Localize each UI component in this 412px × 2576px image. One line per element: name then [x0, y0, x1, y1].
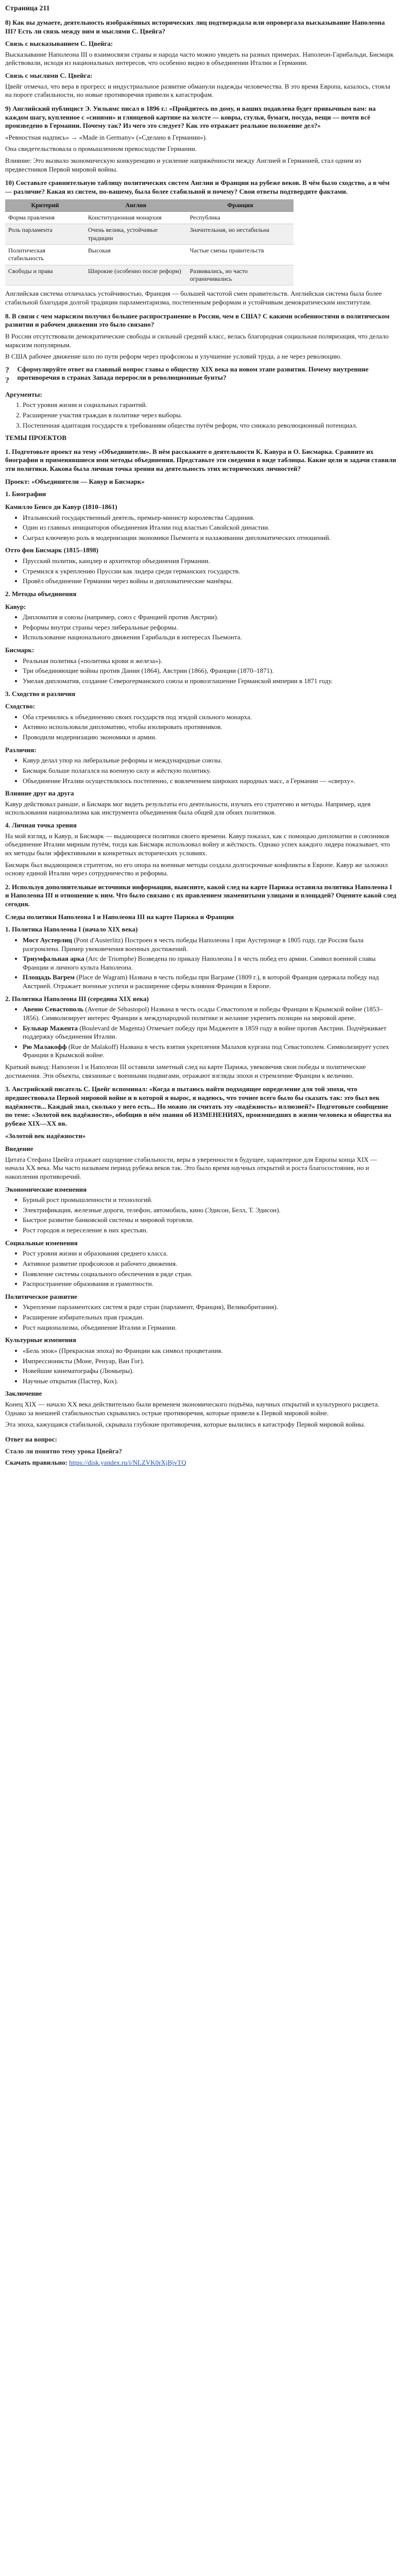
- list-item: • Рост национализма, объединение Италии и Германии.: [23, 1324, 397, 1332]
- conclusion-title: Заключение: [5, 1389, 42, 1398]
- thinking-prompt: [5, 365, 397, 386]
- q11-text2: В США рабочее движение шло по пути реформ через профсоюзы и улучшение условий труда, а не через революцию.: [5, 352, 342, 361]
- q8-section2-text: Цвейг отмечал, что вера в прогресс и индустриальное развитие обманули надежды человечества. В это время Европа, казалось, стояла на пороге стабильности, но новые противоречия привели к катастрофам.: [5, 82, 390, 99]
- list-item: [23, 936, 397, 953]
- cavour-title: Камилло Бенсо ди Кавур (1810–1861): [5, 502, 117, 511]
- culture-title: Культурные изменения: [5, 1336, 76, 1344]
- footer-text: Стало ли понятно тему урока Цвейга?: [5, 1447, 122, 1455]
- arguments-list: [5, 401, 397, 430]
- list-item: • Рост городов и переселение в них крестьян.: [23, 1226, 397, 1235]
- economy-title: Экономические изменения: [5, 1185, 87, 1193]
- economy-list: [5, 1196, 397, 1235]
- source-line: [5, 1459, 397, 1467]
- assessment-title: 4. Личная точка зрения: [5, 821, 77, 829]
- list-item: • Активно использовали дипломатию, чтобы изолировать противников.: [23, 723, 397, 732]
- list-item: • Бисмарк больше полагался на военную силу и жёсткую политику.: [23, 767, 397, 775]
- cavour-list: [5, 514, 397, 543]
- list-item: • Кавур делал упор на либеральные реформы и международные союзы.: [23, 756, 397, 765]
- similarity-title: 3. Сходство и различия: [5, 689, 76, 698]
- project-1-question: 1. Подготовьте проект на тему «Объединители». В нём расскажите о деятельности К. Кавура и О. Бисмарка. Сравните их биографии и применявшиеся ими методы объединения. Представьте эти сведения в виде таблицы. Какие цели и задачи ставили эти политики. Какова была личная точка зрения на деятельность этих исторических личностей?: [5, 447, 397, 473]
- list-item: • Реальная политика («политика крови и железа»).: [23, 657, 397, 666]
- list-item: • Итальянский государственный деятель, премьер-министр королевства Сардиния.: [23, 514, 397, 522]
- landmark-name: Бульвар Мажента: [23, 1024, 78, 1032]
- culture-list: [5, 1347, 397, 1386]
- landmark-desc: (Avenue de Sébastopol) Названа в честь осады Севастополя и победы Франции в Крымской войне (1853–1856). Символизирует интерес Франции к международной политике и желание укрепить позиции на мировой арене.: [23, 1005, 383, 1022]
- table-cell: Высокая: [85, 244, 187, 265]
- list-item: [23, 955, 397, 972]
- landmark-name: Мост Аустерлиц: [23, 936, 72, 944]
- list-item: • Проводили модернизацию экономики и армии.: [23, 733, 397, 742]
- project-2-lead: Следы политики Наполеона I и Наполеона III на карте Парижа и Франции: [5, 912, 234, 921]
- table-header-cell: Франция: [187, 199, 294, 212]
- comparison-table: [5, 199, 294, 286]
- project-2-question: 2. Используя дополнительные источники информации, выясните, какой след на карте Парижа оставила политика Наполеона I и Наполеона III и отношение к ним. Что было связано с их правлением знаменитыми улицами и площадей? Оцените какой след сегодня.: [5, 883, 397, 908]
- q10-conclusion: Английская система отличалась устойчивостью, Франция — большей частотой смен правительств. Английская система была более стабильной благодаря долгой традиции парламентаризма, постепенным реформам и устойчивым демократическим институтам.: [5, 290, 382, 307]
- table-cell: Широкие (особенно после реформ): [85, 265, 187, 285]
- list-item: • Быстрое развитие банковской системы и мировой торговли.: [23, 1216, 397, 1225]
- footer: [5, 1435, 397, 1467]
- table-cell: Политическая стабильность: [5, 244, 85, 265]
- essay-title: «Золотой век надёжности»: [5, 1132, 86, 1140]
- list-item: • Объединение Италии осуществлялось постепенно, с вовлечением широких народных масс, а Германии — «сверху».: [23, 777, 397, 786]
- list-item: 2. Расширение участия граждан в политике через выборы.: [23, 411, 397, 420]
- difference-label: Различия:: [5, 745, 37, 754]
- landmark-desc: (Place de Wagram) Названа в честь победы при Ваграме (1809 г.), в которой Франция одержала победу над Австрией. Отражает военные успехи и расширение сферы влияния Франции в Европе.: [23, 973, 379, 990]
- politics-list: [5, 1303, 397, 1332]
- q8-section2-title: Связь с мыслями С. Цвейга:: [5, 72, 93, 80]
- table-row: [5, 265, 294, 285]
- list-item: • Новейшие кинематографы (Люмьеры).: [23, 1367, 397, 1376]
- list-item: • Активное развитие профсоюзов и рабочего движения.: [23, 1260, 397, 1268]
- landmark-name: Площадь Вагрем: [23, 973, 75, 981]
- list-item: • Укрепление парламентских систем в ряде стран (парламент, Франция), Великобритания).: [23, 1303, 397, 1312]
- project-3-question: 3. Австрийский писатель С. Цвейг вспоминал: «Когда я пытаюсь найти подходящее определение для той эпохи, что предшествовала Первой мировой войне и в которой я вырос, я надеюсь, что точнее всего было бы сказать так: это был век надёжности... Каждый знал, сколько у него есть... Но можно ли считать эту «надёжность» иллюзией?» Подготовьте сообщение по теме: «Золотой век надёжности», обобщив в нём знания об ИЗМЕНЕНИЯХ, произошедших в жизни человека и общества на рубеже XIX—XX вв.: [5, 1085, 391, 1127]
- table-cell: Республика: [187, 211, 294, 224]
- influence-text: Кавур действовал раньше, и Бисмарк мог видеть результаты его деятельности, изучать его стратегию и методы. Например, идея использования национализма как инструмента объединения была общей для обоих политиков.: [5, 800, 371, 817]
- list-item: • Распространение образования и грамотности.: [23, 1280, 397, 1289]
- list-item: • Электрификация, железные дороги, телефон, автомобиль, кино (Эдисон, Белл, Т. Эдисон).: [23, 1206, 397, 1215]
- table-header-cell: Англия: [85, 199, 187, 212]
- essay-intro: Цитата Стефана Цвейга отражает ощущение стабильности, веры в уверенности в будущее, характерное для Европы конца XIX — начала XX века. Мы часто называем период рубежа веков так. Это было время научных открытий и роста благосостояния, но и накопления противоречий.: [5, 1155, 377, 1180]
- question-8: 8) Как вы думаете, деятельность изображённых исторических лиц подтверждала или опровергала высказывание Наполеона III? Есть ли связь между ним и мыслями С. Цвейга?: [5, 18, 385, 35]
- table-cell: Очень велика, устойчивые традиции: [85, 224, 187, 245]
- landmark-name: Триумфальная арка: [23, 955, 84, 963]
- table-row: [5, 211, 294, 224]
- methods-bismarck-list: [5, 657, 397, 686]
- list-item: • Рост уровня жизни и образования среднего класса.: [23, 1249, 397, 1258]
- q8-section1-title: Связь с высказыванием С. Цвейга:: [5, 40, 113, 48]
- q11-text1: В России отсутствовали демократические свободы и сильный средний класс, велась благородная социальная поляризация, что делало марксизм популярным.: [5, 332, 389, 349]
- landmark-desc: (Rue de Malakoff) Названа в честь взятия укрепления Малахов кургана под Севастополем. Символизирует успех Франции в Крымской войне.: [23, 1042, 389, 1059]
- question-10: 10) Составьте сравнительную таблицу политических систем Англии и Франции на рубеже веков. В чём было сходство, а в чём — различие? Какая из систем, по-вашему, была более стабильной и почему? Свои ответы подтвердите фактами.: [5, 179, 390, 195]
- q9-conclusion: Влияние: Это вызвало экономическую конкуренцию и усиление напряжённости между Англией и Германией, стал одним из предвестников Первой мировой войны.: [5, 157, 362, 173]
- list-item: • Сыграл ключевую роль в модернизации экономики Пьемонта и налаживании дипломатических отношений.: [23, 534, 397, 543]
- page-title: Страница 211: [5, 5, 50, 12]
- arguments-title: Аргументы:: [5, 390, 42, 398]
- list-item: 3. Постепенная адаптация государств к требованиям общества путём реформ, что снижало революционный потенциал.: [23, 421, 397, 430]
- landmark-desc: (Boulevard de Magenta) Отмечает победу при Мадженте в 1859 году в войне против Австрии. Подчёркивает поддержку объединения Италии.: [23, 1024, 387, 1041]
- politics-title: Политическое развитие: [5, 1292, 78, 1300]
- table-cell: Свободы и права: [5, 265, 85, 285]
- list-item: • Прусский политик, канцлер и архитектор объединения Германии.: [23, 557, 397, 566]
- question-9: 9) Английский публицист Э. Уильямс писал в 1896 г.: «Пройдитесь по дому, и ваших подавлена будет привычным вам: на каждом шагу, купленное с «синими» и глянцевой картине на холсте — ковры, стулья, бумаги, посуда, вещи — почти всё произведено в Германии. Почему так? Из чего это следует? Как это отражает реальное положение дел?»: [5, 104, 376, 130]
- table-cell: Частые смены правительств: [187, 244, 294, 265]
- table-cell: Развивались, но часто ограничивались: [187, 265, 294, 285]
- table-row: [5, 224, 294, 245]
- list-item: • Умелая дипломатия, создание Северогерманского союза и провозглашение Германской империи в 1871 году.: [23, 677, 397, 686]
- social-list: [5, 1249, 397, 1289]
- list-item: • Расширение избирательных прав граждан.: [23, 1313, 397, 1322]
- difference-list: [5, 756, 397, 785]
- list-item: • Появление системы социального обеспечения в ряде стран.: [23, 1270, 397, 1279]
- list-item: • Научные открытия (Пастер, Кох).: [23, 1377, 397, 1386]
- social-title: Социальные изменения: [5, 1239, 78, 1247]
- methods-title: 2. Методы объединения: [5, 589, 77, 598]
- list-item: [23, 1005, 397, 1022]
- list-item: • Реформы внутри страны через либеральные реформы.: [23, 623, 397, 632]
- list-item: • Провёл объединение Германии через войны и дипломатические манёвры.: [23, 577, 397, 586]
- source-label: Скачать правильно:: [5, 1459, 67, 1467]
- list-item: • Импрессионисты (Моне, Ренуар, Ван Гог).: [23, 1357, 397, 1366]
- list-item: • Три объединяющие войны против Дании (1864), Австрии (1866), Франции (1870–1871).: [23, 667, 397, 675]
- list-item: • Один из главных инициаторов объединения Италии под властью Савойской династии.: [23, 523, 397, 532]
- napoleon1-list: [5, 936, 397, 991]
- similarity-label: Сходство:: [5, 702, 36, 710]
- methods-cavour-list: [5, 613, 397, 642]
- thinking-prompt-text: Сформулируйте ответ на главный вопрос главы о обществу XIX века на новом этапе развития. Почему внутренние противоречия в странах Запада переросли в революционные бунты?: [17, 365, 369, 382]
- project-2-summary: Краткий вывод: Наполеон I и Наполеон III оставили заметный след на карте Парижа, увековечив свои победы и политические достижения. Эти объекты, связанные с военными подвигами, отражают взгляды эпохи и стремление Франции к величию.: [5, 1063, 366, 1079]
- source-link[interactable]: https://disk.yandex.ru/i/NLZVK0rXjBjvTQ: [69, 1459, 186, 1467]
- napoleon3-list: [5, 1005, 397, 1060]
- bio-title: 1. Биографии: [5, 490, 46, 498]
- q9-quote1: «Ревностная надпись» → «Made in Germany» («Сделано в Германии»).: [5, 133, 208, 141]
- table-header-row: [5, 199, 294, 212]
- projects-title: ТЕМЫ ПРОЕКТОВ: [5, 434, 67, 442]
- table-header-cell: Критерий: [5, 199, 85, 212]
- q9-quote2: Она свидетельствовала о промышленном превосходстве Германии.: [5, 145, 197, 153]
- question-11: 8. В связи с чем марксизм получил большее распространение в России, чем в США? С какими особенностями в политическом развитии и рабочем движении это было связано?: [5, 312, 390, 329]
- landmark-desc: (Pont d'Austerlitz) Построен в честь победы Наполеона I при Аустерлице в 1805 году, где Россия была разгромлена. Пример увековечения военных достижений.: [23, 936, 364, 953]
- table-row: [5, 244, 294, 265]
- conclusion-text: Конец XIX — начало XX века действительно были временем экономического подъёма, научных открытий и культурного расцвета. Однако за внешней стабильностью скрывались острые противоречия, которые привели к Первой мировой войне.: [5, 1400, 380, 1417]
- bismarck-list: [5, 557, 397, 586]
- assessment-text-2: Бисмарк был выдающимся стратегом, но его опора на военные методы создала долгосрочные конфликты в Европе. Кавур же заложил основу единой Италии через сотрудничество и реформы.: [5, 860, 388, 877]
- landmark-name: Авеню Севастополь: [23, 1005, 84, 1013]
- list-item: [23, 1043, 397, 1060]
- list-item: • Оба стремились к объединению своих государств под эгидой сильного монарха.: [23, 713, 397, 722]
- list-item: • Дипломатия и союзы (например, союз с Францией против Австрии).: [23, 613, 397, 622]
- list-item: • Использование национального движения Гарибальди в интересах Пьемонта.: [23, 633, 397, 642]
- list-item: [23, 973, 397, 990]
- napoleon3-title: 2. Политика Наполеона III (середина XIX века): [5, 994, 149, 1003]
- list-item: [23, 1024, 397, 1041]
- list-item: • «Бель эпок» (Прекрасная эпоха) во Франции как символ процветания.: [23, 1347, 397, 1355]
- project-1-title: Проект: «Объединители — Кавур и Бисмарк»: [5, 477, 145, 485]
- landmark-desc: (Arc de Triomphe) Возведена по приказу Наполеона I в честь побед его армии. Символ военной славы Франции и личного культа Наполеона.: [23, 955, 376, 971]
- napoleon1-title: 1. Политика Наполеона I (начало XIX века): [5, 925, 138, 934]
- list-item: • Бурный рост промышленности и технологий.: [23, 1196, 397, 1205]
- q8-section1-text: Высказывание Наполеона III о взаимосвязи страны и народа часто можно увидеть на разных примерах. Наполеон-Гарибальди, Бисмарк действовали, исходя из национальных интересов, что особенно видно в объединении Италии и Германии.: [5, 50, 394, 67]
- conclusion-text-2: Эта эпоха, кажущаяся стабильной, скрывала глубокие противоречия, которые вылились в катастрофу Первой мировой войны.: [5, 1420, 366, 1429]
- influence-title: Влияние друг на друга: [5, 789, 74, 798]
- footer-label: Ответ на вопрос:: [5, 1435, 57, 1443]
- question-marks-icon: ? ?: [5, 365, 10, 385]
- methods-cavour-label: Кавур:: [5, 602, 26, 611]
- table-cell: Конституционная монархия: [85, 211, 187, 224]
- table-cell: Роль парламента: [5, 224, 85, 245]
- methods-bismarck-label: Бисмарк:: [5, 646, 35, 654]
- list-item: 1. Рост уровня жизни и социальных гарантий.: [23, 401, 397, 410]
- bismarck-title: Отто фон Бисмарк (1815–1898): [5, 546, 98, 554]
- essay-intro-title: Введение: [5, 1145, 33, 1153]
- assessment-text: На мой взгляд, и Кавур, и Бисмарк — выдающиеся политики своего времени. Кавур показал, как с помощью дипломатии и союзников объединение Италии мирным путём, тогда как Бисмарк использовал войну и жёсткость. Однако успех каждого лидера показывает, что их методы были эффективными в конкретных исторических условиях.: [5, 832, 390, 857]
- similarity-list: [5, 713, 397, 742]
- table-cell: Значительная, но нестабильна: [187, 224, 294, 245]
- table-cell: Форма правления: [5, 211, 85, 224]
- landmark-name: Рю Малакофф: [23, 1042, 67, 1050]
- list-item: • Стремился к укреплению Пруссии как лидера среди германских государств.: [23, 567, 397, 576]
